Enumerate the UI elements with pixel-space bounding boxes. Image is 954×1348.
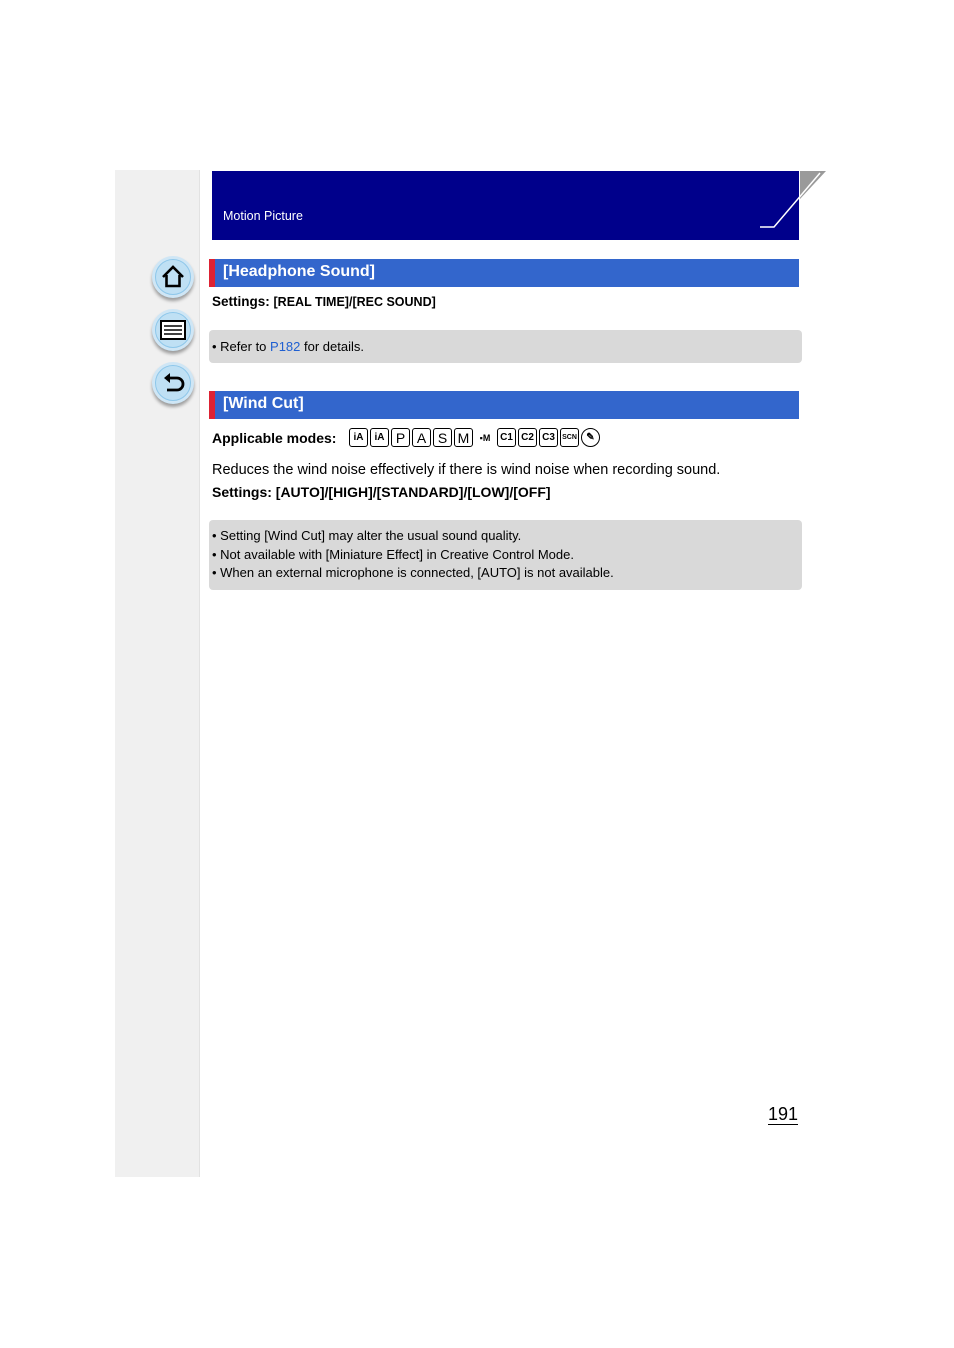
page-number: 191 (768, 1104, 799, 1124)
note-text: • Refer to (212, 339, 271, 354)
chapter-title: Motion Picture (223, 209, 303, 223)
custom-2-mode-icon: C2 (518, 428, 537, 447)
section-title: [Headphone Sound] (223, 263, 375, 280)
home-button[interactable] (152, 256, 194, 298)
back-button[interactable] (152, 362, 194, 404)
applicable-modes-label: Applicable modes: (212, 430, 337, 446)
section-heading-wind-cut (209, 391, 799, 419)
headphone-settings (212, 294, 436, 309)
manual-exposure-mode-icon: M (454, 428, 473, 447)
intelligent-auto-plus-mode-icon: iA (370, 428, 389, 447)
note-line (212, 339, 364, 354)
creative-video-mode-icon: ▪M (475, 428, 495, 447)
custom-1-mode-icon: C1 (497, 428, 516, 447)
custom-3-mode-icon: C3 (539, 428, 558, 447)
section-heading-headphone-sound (209, 259, 799, 287)
intelligent-auto-mode-icon: iA (349, 428, 368, 447)
settings-label: Settings: (212, 294, 274, 309)
home-icon (159, 263, 187, 291)
note-line: • When an external microphone is connected, [AUTO] is not available. (212, 565, 614, 580)
chapter-header (212, 171, 799, 240)
shutter-priority-mode-icon: S (433, 428, 452, 447)
settings-value: [AUTO]/[HIGH]/[STANDARD]/[LOW]/[OFF] (275, 484, 551, 500)
header-corner-decoration (760, 171, 826, 231)
applicable-modes-icons (349, 428, 600, 448)
note-line: • Not available with [Miniature Effect] in Creative Control Mode. (212, 547, 574, 562)
wind-cut-description: Reduces the wind noise effectively if there is wind noise when recording sound. (212, 462, 721, 478)
page-link[interactable]: P182 (270, 339, 301, 354)
note-text: for details. (300, 339, 364, 354)
wind-cut-settings (212, 484, 551, 500)
section-title: [Wind Cut] (223, 395, 304, 412)
creative-control-mode-icon: ✎ (581, 428, 600, 447)
aperture-priority-mode-icon: A (412, 428, 431, 447)
program-ae-mode-icon: P (391, 428, 410, 447)
menu-list-icon (159, 316, 187, 344)
note-box-wind-cut (209, 520, 802, 590)
back-arrow-icon (159, 369, 187, 397)
scene-guide-mode-icon: SCN (560, 428, 579, 447)
note-box-headphone (209, 330, 802, 363)
settings-label: Settings: (212, 484, 276, 500)
menu-button[interactable] (152, 309, 194, 351)
note-line: • Setting [Wind Cut] may alter the usual sound quality. (212, 528, 522, 543)
settings-value: [REAL TIME]/[REC SOUND] (273, 295, 436, 309)
